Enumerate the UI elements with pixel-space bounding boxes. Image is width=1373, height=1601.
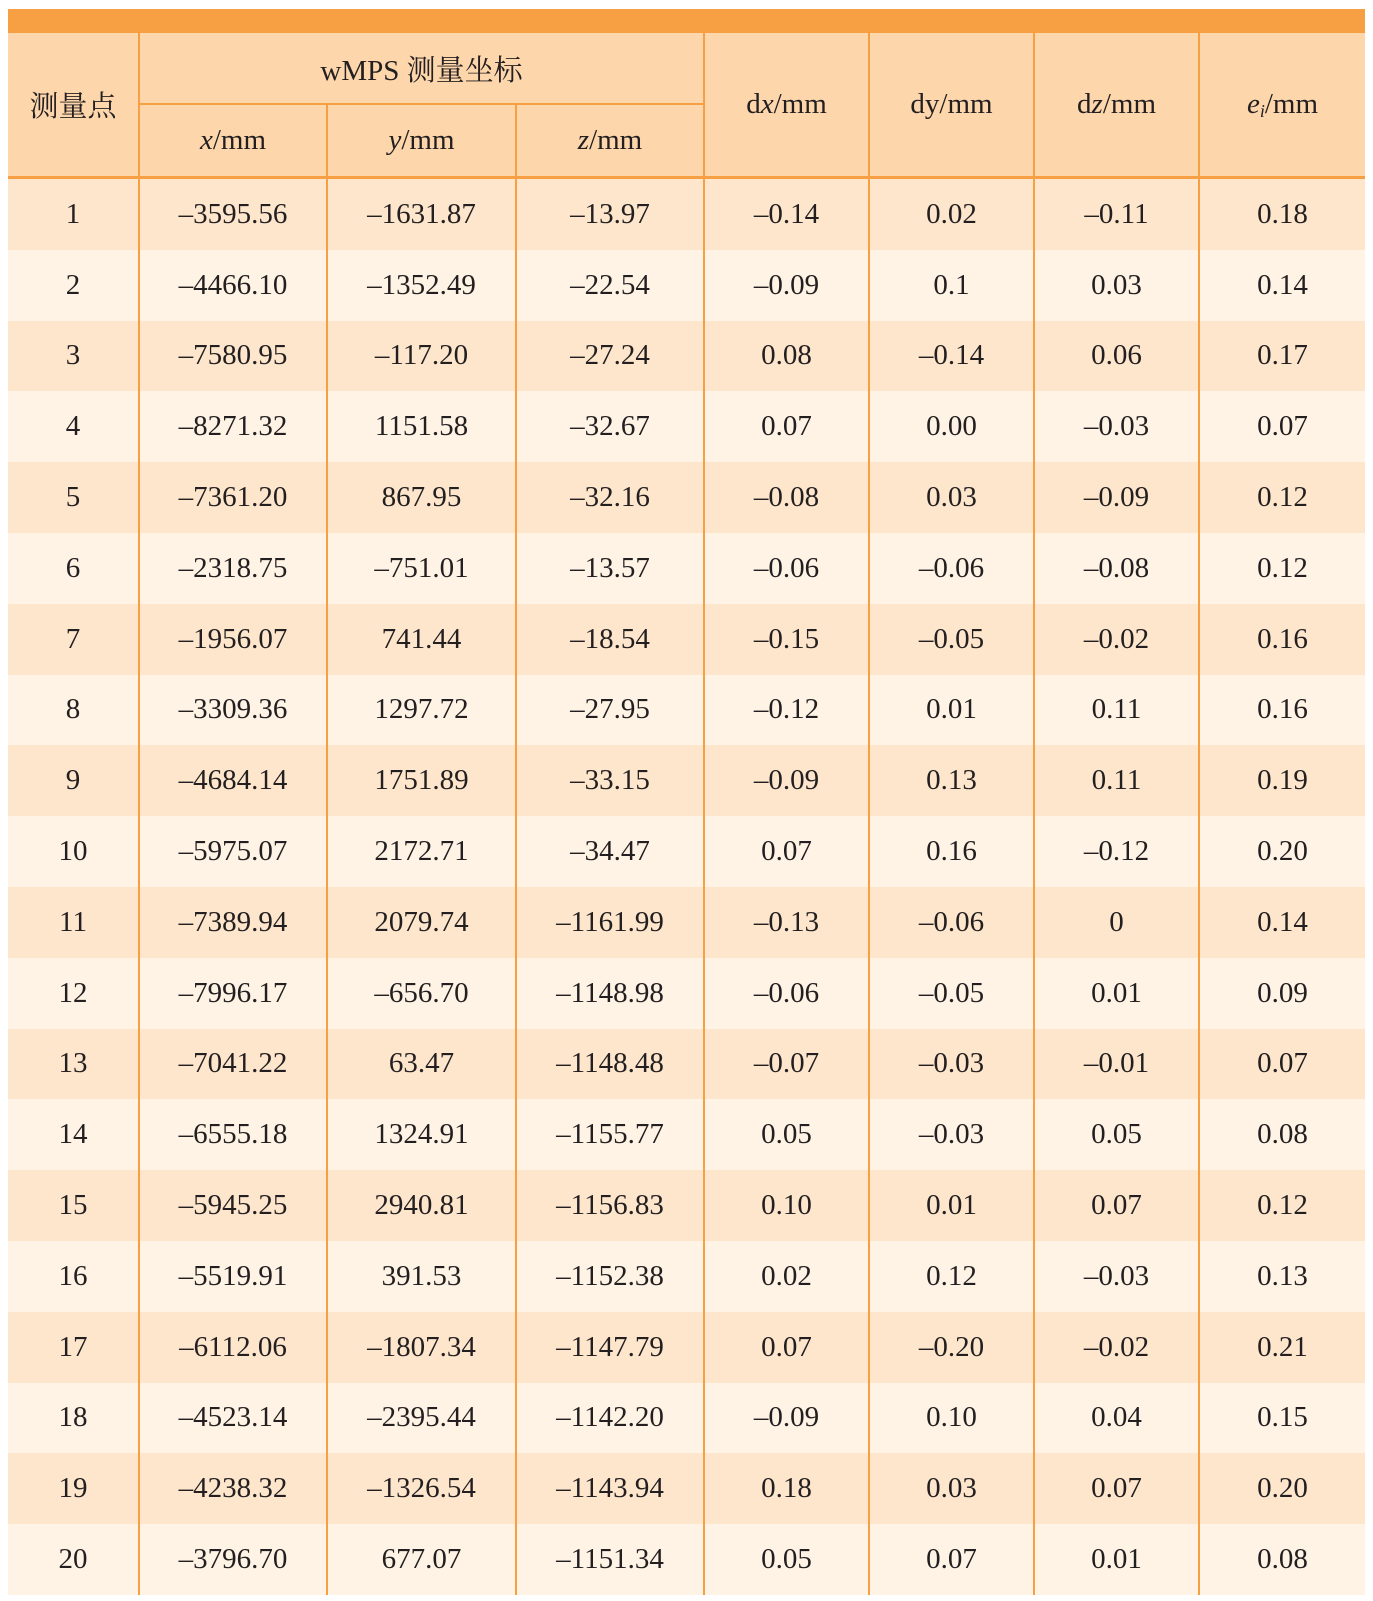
cell-point: 13 [8,1029,139,1100]
cell-z: –34.47 [516,816,704,887]
cell-dx: 0.05 [704,1524,869,1595]
cell-ei: 0.15 [1199,1383,1365,1454]
cell-dy: –0.20 [869,1312,1034,1383]
cell-dy: 0.03 [869,462,1034,533]
cell-point: 17 [8,1312,139,1383]
cell-y: 1751.89 [327,745,516,816]
cell-dx: 0.05 [704,1099,869,1170]
cell-y: –656.70 [327,958,516,1029]
header-x-unit: /mm [212,124,267,156]
cell-z: –18.54 [516,604,704,675]
header-y-unit: /mm [401,124,455,156]
cell-ei: 0.13 [1199,1241,1365,1312]
cell-y: 1297.72 [327,675,516,746]
cell-z: –1152.38 [516,1241,704,1312]
cell-z: –1148.98 [516,958,704,1029]
cell-dx: 0.18 [704,1453,869,1524]
cell-ei: 0.20 [1199,816,1365,887]
cell-x: –4684.14 [139,745,327,816]
table-row [8,745,1365,816]
cell-z: –1151.34 [516,1524,704,1595]
cell-dy: –0.14 [869,321,1034,392]
cell-dz: 0.05 [1034,1099,1199,1170]
cell-ei: 0.12 [1199,533,1365,604]
cell-dy: –0.03 [869,1029,1034,1100]
cell-y: –1631.87 [327,178,516,250]
table-row [8,675,1365,746]
cell-y: –751.01 [327,533,516,604]
header-dz-var: z [1091,88,1103,120]
cell-y: 2172.71 [327,816,516,887]
cell-y: 1324.91 [327,1099,516,1170]
table-row [8,462,1365,533]
cell-ei: 0.08 [1199,1099,1365,1170]
cell-y: 867.95 [327,462,516,533]
cell-z: –22.54 [516,250,704,321]
cell-dx: –0.09 [704,745,869,816]
cell-x: –2318.75 [139,533,327,604]
header-dx [704,33,869,178]
cell-dy: –0.05 [869,958,1034,1029]
cell-dx: –0.08 [704,462,869,533]
cell-dx: 0.07 [704,391,869,462]
header-point: 测量点 [8,33,139,178]
cell-point: 7 [8,604,139,675]
cell-z: –32.67 [516,391,704,462]
cell-dz: –0.08 [1034,533,1199,604]
cell-dy: –0.05 [869,604,1034,675]
header-ei-var: e [1246,87,1260,120]
cell-point: 1 [8,178,139,250]
cell-ei: 0.12 [1199,462,1365,533]
cell-x: –7996.17 [139,958,327,1029]
cell-dx: –0.13 [704,887,869,958]
table-row [8,391,1365,462]
cell-ei: 0.16 [1199,604,1365,675]
cell-dz: –0.11 [1034,178,1199,250]
cell-y: –1352.49 [327,250,516,321]
cell-dz: 0.01 [1034,958,1199,1029]
header-z [516,104,704,178]
cell-dx: –0.07 [704,1029,869,1100]
cell-z: –32.16 [516,462,704,533]
cell-dz: 0.07 [1034,1170,1199,1241]
cell-dz: –0.03 [1034,391,1199,462]
cell-z: –1148.48 [516,1029,704,1100]
cell-point: 4 [8,391,139,462]
header-dz-unit: /mm [1102,88,1156,120]
cell-y: 677.07 [327,1524,516,1595]
cell-point: 5 [8,462,139,533]
cell-z: –33.15 [516,745,704,816]
cell-dx: –0.06 [704,533,869,604]
header-x-var: x [199,124,213,156]
table-row [8,321,1365,392]
header-z-var: z [577,124,590,156]
cell-dz: 0.01 [1034,1524,1199,1595]
header-y [327,104,516,178]
header-z-unit: /mm [589,124,643,156]
table-header [8,33,1365,178]
cell-x: –1956.07 [139,604,327,675]
cell-dy: 0.03 [869,1453,1034,1524]
cell-dy: 0.02 [869,178,1034,250]
cell-z: –1161.99 [516,887,704,958]
cell-dy: –0.06 [869,533,1034,604]
cell-point: 20 [8,1524,139,1595]
cell-x: –4523.14 [139,1383,327,1454]
cell-dz: –0.02 [1034,1312,1199,1383]
cell-dz: –0.01 [1034,1029,1199,1100]
cell-dy: 0.07 [869,1524,1034,1595]
header-dy-d: d [910,88,925,120]
header-y-var: y [388,124,402,156]
cell-ei: 0.14 [1199,887,1365,958]
cell-dy: 0.01 [869,675,1034,746]
cell-x: –7041.22 [139,1029,327,1100]
cell-ei: 0.07 [1199,391,1365,462]
cell-dz: 0.03 [1034,250,1199,321]
cell-z: –13.57 [516,533,704,604]
cell-x: –3595.56 [139,178,327,250]
cell-dx: 0.10 [704,1170,869,1241]
cell-point: 2 [8,250,139,321]
measurement-table [8,33,1365,1595]
cell-dy: 0.00 [869,391,1034,462]
cell-x: –4466.10 [139,250,327,321]
cell-x: –7580.95 [139,321,327,392]
cell-y: –117.20 [327,321,516,392]
cell-dx: –0.14 [704,178,869,250]
cell-point: 11 [8,887,139,958]
header-dx-var: x [760,88,774,120]
cell-y: –1807.34 [327,1312,516,1383]
cell-y: –1326.54 [327,1453,516,1524]
header-ei-sub: i [1259,100,1265,121]
cell-dx: –0.06 [704,958,869,1029]
cell-y: 1151.58 [327,391,516,462]
table-row [8,1241,1365,1312]
header-wmps-group: wMPS 测量坐标 [139,33,704,104]
cell-dx: 0.07 [704,1312,869,1383]
cell-ei: 0.17 [1199,321,1365,392]
table-row [8,1312,1365,1383]
header-dy-var: y [924,88,940,120]
table-row [8,887,1365,958]
cell-z: –1142.20 [516,1383,704,1454]
cell-dx: 0.07 [704,816,869,887]
cell-y: 63.47 [327,1029,516,1100]
table-row [8,816,1365,887]
cell-dy: 0.01 [869,1170,1034,1241]
table-row [8,604,1365,675]
cell-y: 391.53 [327,1241,516,1312]
table-row [8,533,1365,604]
cell-z: –1155.77 [516,1099,704,1170]
cell-z: –13.97 [516,178,704,250]
cell-point: 19 [8,1453,139,1524]
cell-dx: –0.15 [704,604,869,675]
cell-point: 14 [8,1099,139,1170]
table-top-bar [8,9,1365,33]
cell-x: –3309.36 [139,675,327,746]
cell-point: 10 [8,816,139,887]
cell-ei: 0.21 [1199,1312,1365,1383]
cell-x: –5975.07 [139,816,327,887]
table-row [8,958,1365,1029]
cell-dz: 0.04 [1034,1383,1199,1454]
cell-dx: –0.12 [704,675,869,746]
cell-dx: –0.09 [704,1383,869,1454]
header-ei [1199,33,1365,178]
table-row [8,178,1365,250]
header-ei-unit: /mm [1264,87,1319,120]
header-dy [869,33,1034,178]
header-dz-d: d [1077,88,1092,120]
header-dx-unit: /mm [773,88,827,120]
table-row [8,1170,1365,1241]
cell-x: –6112.06 [139,1312,327,1383]
cell-dz: 0.07 [1034,1453,1199,1524]
cell-ei: 0.07 [1199,1029,1365,1100]
table-body [8,178,1365,1595]
cell-dz: –0.02 [1034,604,1199,675]
table-row [8,1383,1365,1454]
cell-dx: –0.09 [704,250,869,321]
cell-z: –1156.83 [516,1170,704,1241]
cell-x: –5945.25 [139,1170,327,1241]
cell-dz: 0.11 [1034,675,1199,746]
cell-dy: 0.1 [869,250,1034,321]
cell-dy: 0.13 [869,745,1034,816]
cell-point: 3 [8,321,139,392]
cell-ei: 0.08 [1199,1524,1365,1595]
cell-ei: 0.16 [1199,675,1365,746]
cell-ei: 0.18 [1199,178,1365,250]
cell-z: –27.24 [516,321,704,392]
cell-dz: 0.06 [1034,321,1199,392]
cell-dy: 0.12 [869,1241,1034,1312]
cell-x: –7361.20 [139,462,327,533]
cell-x: –4238.32 [139,1453,327,1524]
cell-point: 8 [8,675,139,746]
cell-z: –1143.94 [516,1453,704,1524]
cell-dx: 0.08 [704,321,869,392]
cell-dx: 0.02 [704,1241,869,1312]
cell-point: 16 [8,1241,139,1312]
header-dx-d: d [746,88,761,120]
cell-dy: –0.06 [869,887,1034,958]
table-row [8,1453,1365,1524]
cell-dz: –0.09 [1034,462,1199,533]
cell-ei: 0.19 [1199,745,1365,816]
cell-ei: 0.12 [1199,1170,1365,1241]
cell-dy: –0.03 [869,1099,1034,1170]
cell-x: –7389.94 [139,887,327,958]
cell-dz: 0 [1034,887,1199,958]
cell-ei: 0.14 [1199,250,1365,321]
cell-y: 741.44 [327,604,516,675]
table-row [8,250,1365,321]
cell-dz: 0.11 [1034,745,1199,816]
header-dy-unit: /mm [939,88,993,120]
cell-dy: 0.10 [869,1383,1034,1454]
table-row [8,1099,1365,1170]
cell-dz: –0.12 [1034,816,1199,887]
cell-point: 18 [8,1383,139,1454]
cell-y: –2395.44 [327,1383,516,1454]
cell-ei: 0.20 [1199,1453,1365,1524]
cell-point: 9 [8,745,139,816]
cell-x: –8271.32 [139,391,327,462]
cell-z: –27.95 [516,675,704,746]
cell-point: 6 [8,533,139,604]
cell-y: 2079.74 [327,887,516,958]
table-row [8,1029,1365,1100]
cell-dy: 0.16 [869,816,1034,887]
cell-point: 15 [8,1170,139,1241]
cell-x: –3796.70 [139,1524,327,1595]
table-row [8,1524,1365,1595]
header-dz [1034,33,1199,178]
cell-point: 12 [8,958,139,1029]
cell-ei: 0.09 [1199,958,1365,1029]
cell-y: 2940.81 [327,1170,516,1241]
cell-z: –1147.79 [516,1312,704,1383]
cell-x: –6555.18 [139,1099,327,1170]
cell-x: –5519.91 [139,1241,327,1312]
cell-dz: –0.03 [1034,1241,1199,1312]
header-x [139,104,327,178]
